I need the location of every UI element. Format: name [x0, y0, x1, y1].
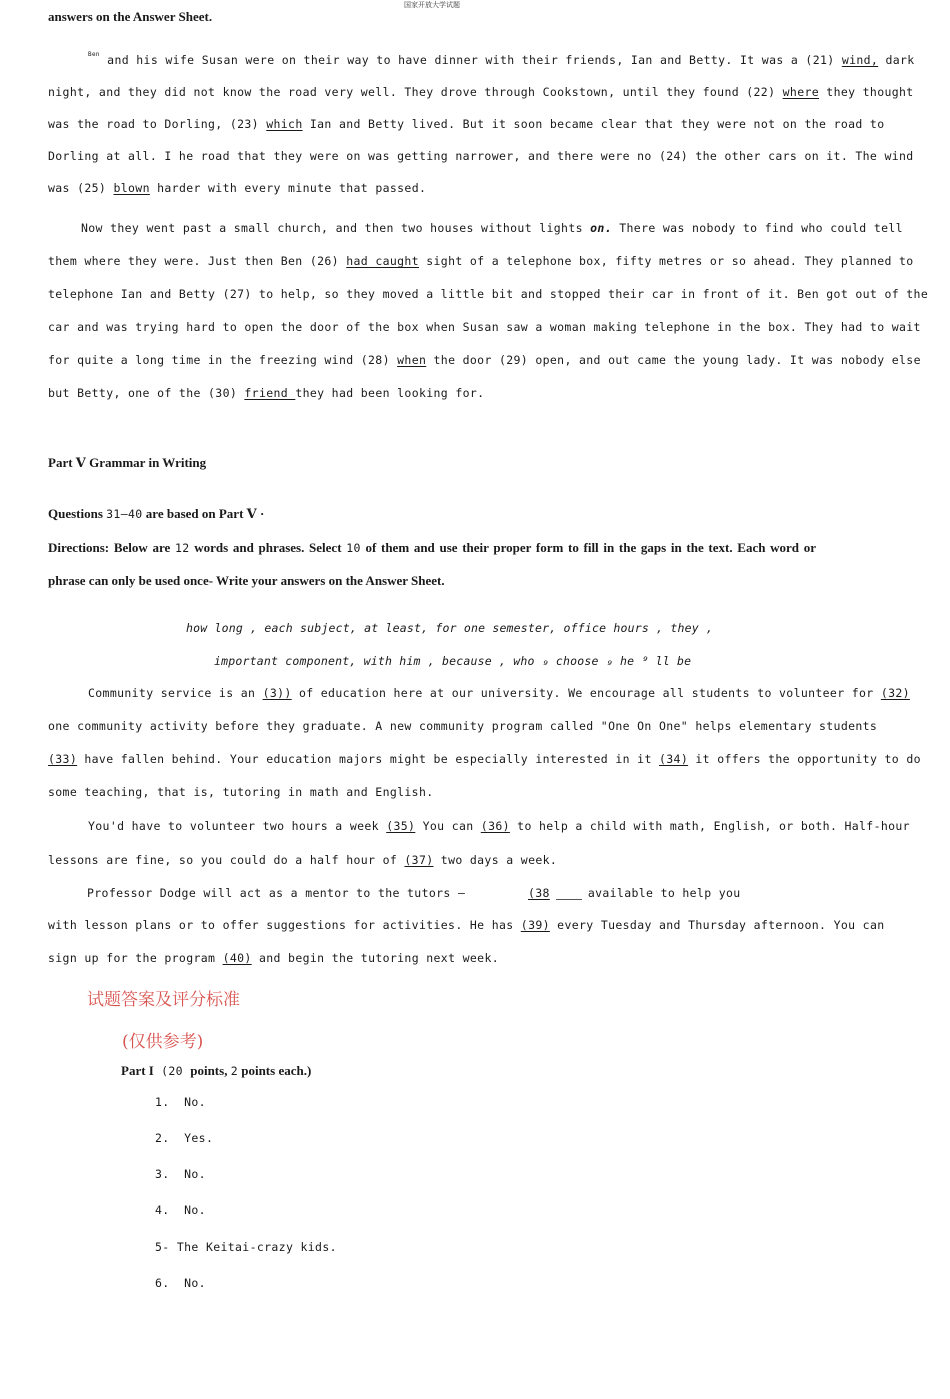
emph-on: on. [590, 221, 612, 235]
text: night, and they did not know the road very well. They drove through Cookstown, until they found (22) [48, 85, 783, 99]
blank-31: (3)) [262, 686, 292, 700]
text: they had been looking for. [295, 386, 485, 400]
text: There was nobody to find who could tell [611, 221, 903, 235]
text: to help a child with math, English, or both. Half-hour [509, 819, 910, 833]
text: it offers the opportunity to do [688, 752, 921, 766]
blank-38-line [556, 887, 582, 900]
text: points each.) [237, 1063, 312, 1078]
item-text: No. [184, 1276, 206, 1290]
item-number: 1. [155, 1095, 170, 1109]
item-number: 2. [155, 1131, 170, 1145]
answer-26: had caught [346, 254, 419, 268]
blank-37: (37) [404, 853, 434, 867]
text: sight of a telephone box, fifty metres or so ahead. They planned to [418, 254, 914, 268]
passage2-line4: car and was trying hard to open the door of the box when Susan saw a woman making telephone in the box. They had to wait [48, 320, 921, 334]
blank-34: (34) [659, 752, 689, 766]
answer-25: blown [113, 181, 150, 195]
question-range: 31—40 [106, 507, 143, 521]
text: (20 [153, 1064, 191, 1078]
passage3-p1-line2: one community activity before they graduate. A new community program called "One On One" helps elementary students [48, 719, 878, 733]
item-number: 3. [155, 1167, 170, 1181]
text: points, [190, 1063, 231, 1078]
blank-32: (32) [880, 686, 910, 700]
text: You can [415, 819, 481, 833]
passage3-p3-line2 [48, 918, 885, 932]
small-word: Ben [88, 51, 100, 58]
passage3-p3-line1b [528, 886, 741, 900]
passage2-line3: telephone Ian and Betty (27) to help, so they moved a little bit and stopped their car in front of it. Ben got out of the [48, 287, 929, 301]
passage1-line4: Dorling at all. I he road that they were on was getting narrower, and there were no (24) the other cars on it. The wind [48, 149, 914, 163]
blank-39: (39) [520, 918, 550, 932]
item-text: No. [184, 1167, 206, 1181]
passage3-p3-line1a: Professor Dodge will act as a mentor to the tutors — [87, 886, 466, 900]
directions-line1 [48, 539, 816, 557]
passage3-p3-line3 [48, 951, 816, 965]
item-number: 4. [155, 1203, 170, 1217]
text: was the road to Dorling, (23) [48, 117, 267, 131]
blank-36: (36) [480, 819, 510, 833]
answer-21: wind, [841, 53, 879, 67]
item-number: 6. [155, 1276, 170, 1290]
text: for quite a long time in the freezing wind (28) [48, 353, 398, 367]
part5-title: Part Ⅴ Grammar in Writing [48, 455, 207, 470]
passage2-line1 [48, 221, 903, 235]
text: but Betty, one of the (30) [48, 386, 245, 400]
text: Part I [121, 1063, 154, 1078]
blank-38: (38 [528, 886, 550, 900]
text: with lesson plans or to offer suggestions for activities. He has [48, 918, 521, 932]
text: dark [878, 53, 915, 67]
passage3-p1-line4: some teaching, that is, tutoring in math and English. [48, 785, 434, 799]
text: sign up for the program [48, 951, 223, 965]
instruction-tail: answers on the Answer Sheet. [48, 9, 213, 24]
text: them where they were. Just then Ben (26) [48, 254, 347, 268]
passage1-line5 [48, 181, 816, 195]
answer-item [155, 1167, 206, 1181]
number: 12 [174, 541, 190, 555]
text: Questions [48, 506, 107, 521]
text: every Tuesday and Thursday afternoon. You can [549, 918, 885, 932]
passage2-line5 [48, 353, 921, 367]
passage1-line3 [48, 117, 885, 131]
text: Ian and Betty lived. But it soon became clear that they were not on the road to [302, 117, 885, 131]
passage3-p1-line1 [48, 686, 910, 700]
text: words and phrases. Select [189, 540, 347, 555]
text: the door (29) open, and out came the young lady. It was nobody else [426, 353, 921, 367]
passage2-line6 [48, 386, 816, 400]
text: harder with every minute that passed. [149, 181, 427, 195]
answer-23: which [266, 117, 303, 131]
text: Now they went past a small church, and then two houses without lights [81, 221, 591, 235]
answers-heading: 试题答案及评分标准 [87, 990, 240, 1010]
text: was (25) [48, 181, 114, 195]
answer-22: where [782, 85, 820, 99]
text: Community service is an [88, 686, 263, 700]
text: lessons are fine, so you could do a half hour of [48, 853, 405, 867]
word-bank-line2: important component, with him , because , who ₉ choose ₉ he ⁹ ll be [214, 654, 692, 668]
passage3-p1-line3 [48, 752, 921, 766]
word-bank-line1: how long , each subject, at least, for one semester, office hours , they , [186, 621, 714, 635]
text: of them and use their proper form to fill in the gaps in the text. Each word or [360, 540, 816, 555]
item-text: No. [184, 1203, 206, 1217]
text: are based on Part Ⅴ · [142, 506, 265, 521]
passage3-p2-line2 [48, 853, 816, 867]
answers-subheading: (仅供参考) [122, 1032, 204, 1052]
text: they thought [819, 85, 914, 99]
text: 2 [230, 1064, 238, 1078]
passage1-line1 [48, 51, 915, 67]
text: have fallen behind. Your education majors might be especially interested in it [77, 752, 659, 766]
item-text: No. [184, 1095, 206, 1109]
page-header: 国家开放大学试题 [404, 1, 460, 9]
blank-40: (40) [222, 951, 252, 965]
text: and his wife Susan were on their way to have dinner with their friends, Ian and Betty. It was a (21) [107, 53, 842, 67]
text: and begin the tutoring next week. [251, 951, 499, 965]
answer-28: when [397, 353, 427, 367]
answer-item [155, 1203, 206, 1217]
answer-item [155, 1240, 337, 1254]
answer-item [155, 1276, 206, 1290]
part1-heading [121, 1062, 311, 1080]
answer-item [155, 1095, 206, 1109]
text: You'd have to volunteer two hours a week [88, 819, 387, 833]
directions-line2: phrase can only be used once- Write your answers on the Answer Sheet. [48, 573, 445, 588]
number: 10 [346, 541, 361, 555]
passage2-line2 [48, 254, 914, 268]
passage3-p2-line1 [48, 819, 910, 833]
answer-30: friend [244, 386, 296, 400]
blank-33: (33) [48, 752, 78, 766]
passage1-line2 [48, 85, 914, 99]
questions-line [48, 505, 264, 523]
text: available to help you [587, 886, 741, 900]
text: two days a week. [433, 853, 558, 867]
blank-35: (35) [386, 819, 416, 833]
text: of education here at our university. We encourage all students to volunteer for [291, 686, 881, 700]
item-text: The Keitai-crazy kids. [176, 1240, 337, 1254]
item-number: 5- [155, 1240, 170, 1254]
answer-item [155, 1131, 213, 1145]
item-text: Yes. [184, 1131, 214, 1145]
text: Directions: Below are [48, 540, 175, 555]
